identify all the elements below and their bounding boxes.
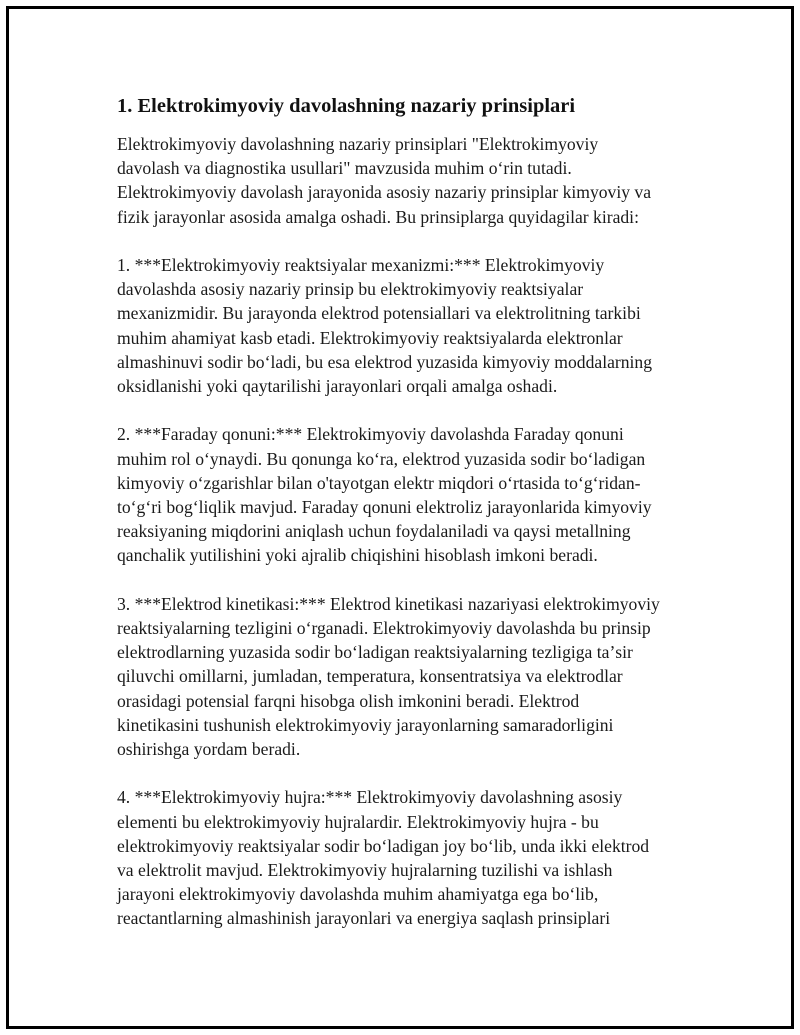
text-line: reaksiyaning miqdorini aniqlash uchun foydalaniladi va qaysi metallning [117,521,631,542]
text-line: davolashda asosiy nazariy prinsip bu elektrokimyoviy reaktsiyalar [117,279,584,300]
text-line: muhim ahamiyat kasb etadi. Elektrokimyoviy reaktsiyalarda elektronlar [117,327,623,348]
text-line: Elektrokimyoviy davolashning nazariy prinsiplari "Elektrokimyoviy [117,134,599,154]
text-line: almashinuvi sodir boʻladi, bu esa elektrod yuzasida kimyoviy moddalarning [117,351,653,372]
text-line: oshirishga yordam beradi. [117,739,301,760]
text-line: 2. ***Faraday qonuni:*** Elektrokimyoviy davolashda Faraday qonuni [117,424,624,445]
text-line: reactantlarning almashinish jarayonlari va energiya saqlash prinsiplari [117,908,611,929]
text-line: elektrokimyoviy reaktsiyalar sodir boʻladigan joy boʻlib, unda ikki elektrod [117,835,650,856]
paragraph-item-2 [112,422,692,567]
text-line: elementi bu elektrokimyoviy hujralardir. Elektrokimyoviy hujra - bu [117,811,599,832]
text-line: kimyoviy oʻzgarishlar bilan o'tayotgan elektr miqdori oʻrtasida toʻgʻridan- [117,472,641,493]
text-line: kinetikasini tushunish elektrokimyoviy jarayonlarning samaradorligini [117,714,614,735]
text-line: fizik jarayonlar asosida amalga oshadi. Bu prinsiplarga quyidagilar kiradi: [117,206,639,227]
text-line: 4. ***Elektrokimyoviy hujra:*** Elektrokimyoviy davolashning asosiy [117,787,623,808]
text-line: elektrodlarning yuzasida sodir boʻladigan reaktsiyalarning tezligiga taʼsir [117,642,633,663]
text-line: 3. ***Elektrod kinetikasi:*** Elektrod kinetikasi nazariyasi elektrokimyoviy [117,593,660,614]
text-line: qiluvchi omillarni, jumladan, temperatura, konsentratsiya va elektrodlar [117,666,623,687]
text-line: orasidagi potensial farqni hisobga olish imkonini beradi. Elektrod [117,690,580,711]
text-line: Elektrokimyoviy davolash jarayonida asosiy nazariy prinsiplar kimyoviy va [117,182,652,203]
text-line: davolash va diagnostika usullari" mavzusida muhim oʻrin tutadi. [117,158,572,179]
paragraph-intro [112,132,692,229]
text-line: oksidlanishi yoki qaytarilishi jarayonlari orqali amalga oshadi. [117,376,558,397]
paragraph-item-1 [112,253,692,398]
paragraph-item-4 [112,785,692,930]
text-line: mexanizmidir. Bu jarayonda elektrod potensiallari va elektrolitning tarkibi [117,303,641,324]
text-line: 1. ***Elektrokimyoviy reaktsiyalar mexanizmi:*** Elektrokimyoviy [117,255,605,275]
document-body [112,92,692,955]
text-line: toʻgʻri bogʻliqlik mavjud. Faraday qonuni elektroliz jarayonlarida kimyoviy [117,497,652,518]
text-line: jarayoni elektrokimyoviy davolashda muhim ahamiyatga ega boʻlib, [117,884,599,905]
text-line: muhim rol oʻynaydi. Bu qonunga koʻra, elektrod yuzasida sodir boʻladigan [117,448,646,469]
section-title: 1. Elektrokimyoviy davolashning nazariy prinsiplari [117,95,576,117]
text-line: va elektrolit mavjud. Elektrokimyoviy hujralarning tuzilishi va ishlash [117,860,613,881]
paragraph-item-3 [112,592,692,761]
text-line: reaktsiyalarning tezligini oʻrganadi. Elektrokimyoviy davolashda bu prinsip [117,618,651,639]
text-line: qanchalik yutilishini yoki ajralib chiqishini hisoblash imkoni beradi. [117,545,598,566]
